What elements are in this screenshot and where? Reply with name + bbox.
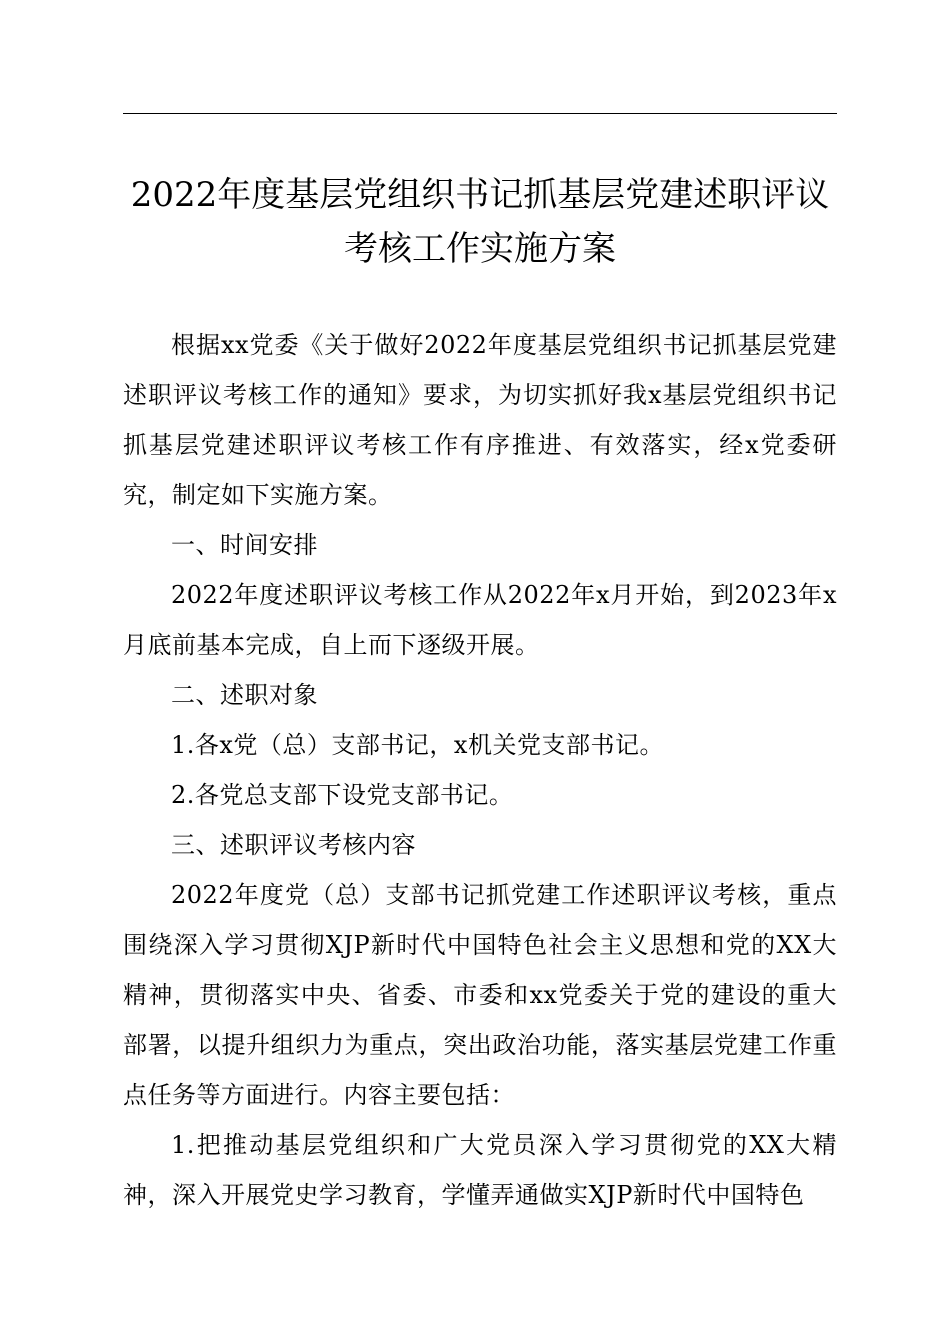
subjects-item-2: 2.各党总支部下设党支部书记。 bbox=[171, 781, 514, 809]
header-rule bbox=[123, 113, 837, 114]
section-heading-subjects: 二、述职对象 bbox=[171, 681, 318, 709]
title-line-2: 考核工作实施方案 bbox=[344, 229, 616, 269]
document-body bbox=[123, 320, 837, 1220]
schedule-paragraph: 2022年度述职评议考核工作从2022年x月开始，到2023年x月底前基本完成，自上而下逐级开展。 bbox=[123, 581, 837, 659]
subjects-item-1: 1.各x党（总）支部书记，x机关党支部书记。 bbox=[171, 731, 664, 759]
document-title bbox=[100, 168, 860, 276]
title-line-1: 2022年度基层党组织书记抓基层党建述职评议 bbox=[130, 175, 830, 215]
content-item-1: 1.把推动基层党组织和广大党员深入学习贯彻党的XX大精神，深入开展党史学习教育，学懂弄通做实XJP新时代中国特色 bbox=[123, 1131, 837, 1209]
section-heading-content: 三、述职评议考核内容 bbox=[171, 831, 416, 859]
section-heading-schedule: 一、时间安排 bbox=[171, 531, 318, 559]
intro-paragraph: 根据xx党委《关于做好2022年度基层党组织书记抓基层党建述职评议考核工作的通知》要求，为切实抓好我x基层党组织书记抓基层党建述职评议考核工作有序推进、有效落实，经x党委研究，制定如下实施方案。 bbox=[123, 331, 837, 509]
content-paragraph: 2022年度党（总）支部书记抓党建工作述职评议考核，重点围绕深入学习贯彻XJP新时代中国特色社会主义思想和党的XX大精神，贯彻落实中央、省委、市委和xx党委关于党的建设的重大部署，以提升组织力为重点，突出政治功能，落实基层党建工作重点任务等方面进行。内容主要包括： bbox=[123, 881, 837, 1109]
